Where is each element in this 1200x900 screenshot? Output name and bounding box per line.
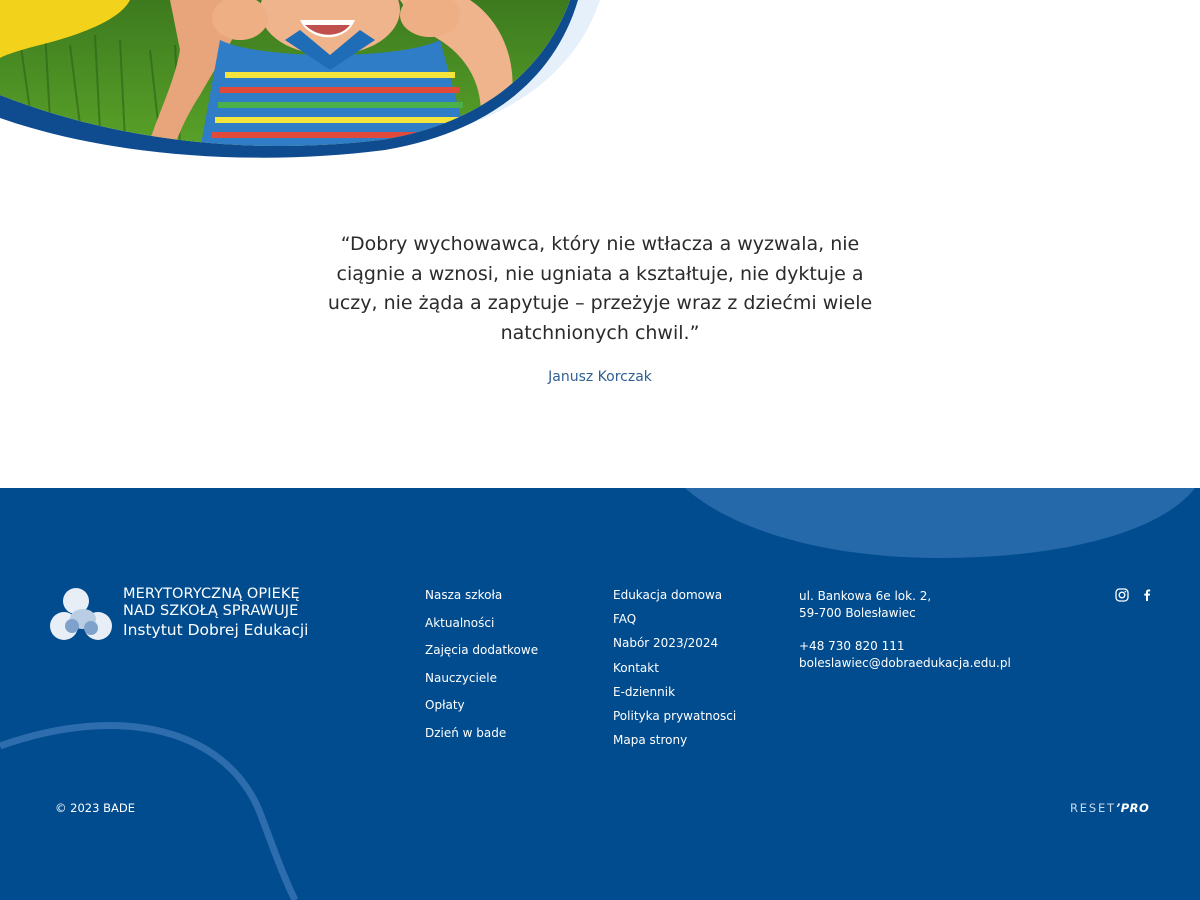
address-line1: ul. Bankowa 6e lok. 2, <box>799 589 932 603</box>
footer-link-nabor[interactable]: Nabór 2023/2024 <box>613 636 719 651</box>
facebook-icon[interactable] <box>1140 587 1155 602</box>
footer-link-aktualnosci[interactable]: Aktualności <box>425 615 495 630</box>
agency-credit[interactable] <box>1070 801 1149 815</box>
quote-text: “Dobry wychowawca, który nie wtłacza a wyzwala, nie ciągnie a wznosi, nie ugniata a kształtuje, nie dyktuje a uczy, nie żąda a zapytuje – przeżyje wraz z dziećmi wiele natchnionych chwil.” <box>327 233 873 344</box>
footer-link-nauczyciele[interactable]: Nauczyciele <box>425 670 497 685</box>
logo-mark-icon <box>50 586 116 644</box>
email-link[interactable]: boleslawiec@dobraedukacja.edu.pl <box>799 656 1011 670</box>
hero-image <box>0 0 620 170</box>
address-line2: 59-700 Bolesławiec <box>799 606 916 620</box>
footer-link-kontakt[interactable]: Kontakt <box>613 660 659 675</box>
social-links <box>1115 587 1155 602</box>
footer-link-nasza-szkola[interactable]: Nasza szkoła <box>425 588 503 602</box>
quote-author: Janusz Korczak <box>548 369 652 385</box>
footer-logo[interactable] <box>50 586 320 646</box>
agency-credit-suffix: ’PRO <box>1115 801 1150 815</box>
footer-link-dzien-w-bade[interactable]: Dzień w bade <box>425 725 507 740</box>
footer-nav-secondary <box>613 588 736 757</box>
agency-credit-prefix: RESET <box>1070 801 1116 815</box>
footer-link-edukacja-domowa[interactable]: Edukacja domowa <box>613 588 723 602</box>
footer-decoration <box>0 488 1200 900</box>
instagram-icon[interactable] <box>1115 587 1130 602</box>
footer-link-oplaty[interactable]: Opłaty <box>425 698 465 712</box>
logo-line2: NAD SZKOŁĄ SPRAWUJE <box>123 603 299 619</box>
logo-line1: MERYTORYCZNĄ OPIEKĘ <box>123 586 300 602</box>
logo-line3: Instytut Dobrej Edukacji <box>123 621 309 639</box>
footer-link-zajecia-dodatkowe[interactable]: Zajęcia dodatkowe <box>425 643 539 657</box>
copyright: © 2023 BADE <box>55 801 135 815</box>
quote-section <box>0 230 1200 385</box>
footer-nav-primary <box>425 588 538 753</box>
footer-contact <box>799 588 1011 672</box>
footer-link-mapa-strony[interactable]: Mapa strony <box>613 733 688 748</box>
footer-link-faq[interactable]: FAQ <box>613 612 637 627</box>
footer-link-polityka-prywatnosci[interactable]: Polityka prywatnosci <box>613 708 737 723</box>
site-footer <box>0 488 1200 900</box>
phone-link[interactable]: +48 730 820 111 <box>799 639 905 653</box>
footer-link-e-dziennik[interactable]: E-dziennik <box>613 684 676 699</box>
